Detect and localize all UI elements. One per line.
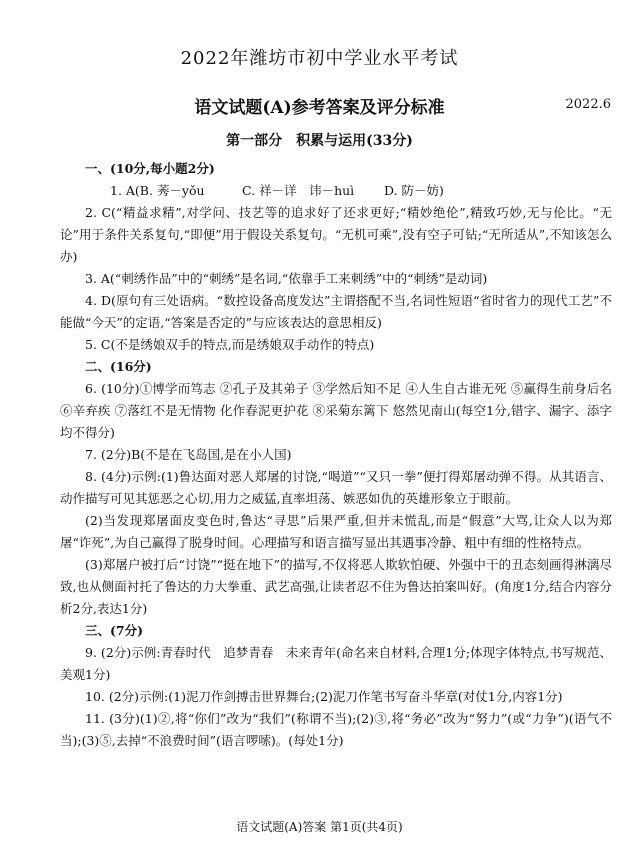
- answer-q5: 5. C(不是绣娘双手的特点,而是绣娘双手动作的特点): [85, 337, 375, 352]
- exam-date: 2022.6: [565, 97, 611, 112]
- answer-q6: 6. (10分)①博学而笃志 ②孔子及其弟子 ③学然后知不足 ④人生自古谁无死 ⑤赢得生前身后名 ⑥辛弃疾 ⑦落红不是无情物 化作春泥更护花 ⑧采菊东篱下 悠然见南山(每空1分,错字、漏字、添字均不得分): [60, 381, 612, 440]
- answer-q3: 3. A(“刺绣作品”中的“刺绣”是名词,“依靠手工来刺绣”中的“刺绣”是动词): [85, 271, 488, 286]
- section-1-heading: 一、(10分,每小题2分): [85, 161, 215, 176]
- answer-q9: 9. (2分)示例:青春时代 追梦青春 未来青年(命名来自材料,合理1分;体现字体特点,书写规范、美观1分): [60, 645, 612, 682]
- answer-q11: 11. (3分)(1)②,将“你们”改为“我们”(称谓不当);(2)③,将“务必”改为“努力”(或“力争”)(语气不当);(3)⑤,去掉“不浪费时间”(语言啰嗦)。(每处1分): [60, 711, 612, 748]
- answer-content: [60, 158, 612, 752]
- q1-option-d: D. 防－妨): [384, 183, 444, 198]
- answer-q8-part3: (3)郑屠户被打后“讨饶”“挺在地下”的描写,不仅将恶人欺软怕硬、外强中干的丑态刻画得淋漓尽致,也从侧面衬托了鲁达的力大拳重、武艺高强,让读者忍不住为鲁达拍案叫好。(角度1分,结合内容分析2分,表达1分): [60, 557, 612, 616]
- q1-option-b: 1. A(B. 莠－yǒu: [110, 183, 205, 198]
- page-footer: 语文试题(A)答案 第1页(共4页): [236, 820, 403, 834]
- answer-q4: 4. D(原句有三处语病。“数控设备高度发达”主谓搭配不当,名词性短语“省时省力的现代工艺”不能做“今天”的定语,“答案是否定的”与应该表达的意思相反): [60, 293, 612, 330]
- answer-q8-part2: (2)当发现郑屠面皮变色时,鲁达“寻思”后果严重,但并未慌乱,而是“假意”大骂,让众人以为郑屠“诈死”,为自己赢得了脱身时间。心理描写和语言描写显出其遇事冷静、粗中有细的性格特点。: [60, 513, 612, 550]
- answer-q7: 7. (2分)B(不是在飞岛国,是在小人国): [85, 447, 292, 462]
- answer-q8-part1: 8. (4分)示例:(1)鲁达面对恶人郑屠的讨饶,“喝道”“又只一拳”便打得郑屠动弹不得。从其语言、动作描写可见其惩恶之心切,用力之威猛,直率坦荡、嫉恶如仇的英雄形象立于眼前。: [60, 469, 612, 506]
- page-title: 2022年潍坊市初中学业水平考试: [180, 48, 459, 69]
- section-2-heading: 二、(16分): [85, 359, 152, 374]
- page-subtitle: 语文试题(A)参考答案及评分标准: [194, 98, 445, 118]
- part-heading: 第一部分 积累与运用(33分): [226, 133, 413, 149]
- q1-option-c: C. 祥－详 讳－huì: [242, 183, 355, 198]
- answer-q1: [60, 180, 612, 202]
- section-3-heading: 三、(7分): [85, 623, 144, 638]
- answer-q2: 2. C(“精益求精”,对学问、技艺等的追求好了还求更好;“精妙绝伦”,精致巧妙,无与伦比。“无论”用于条件关系复句,“即便”用于假设关系复句。“无机可乘”,没有空子可钻;“无所适从”,不知该怎么办): [60, 205, 612, 264]
- answer-q10: 10. (2分)示例:(1)泥刀作剑搏击世界舞台;(2)泥刀作笔书写奋斗华章(对仗1分,内容1分): [85, 689, 563, 704]
